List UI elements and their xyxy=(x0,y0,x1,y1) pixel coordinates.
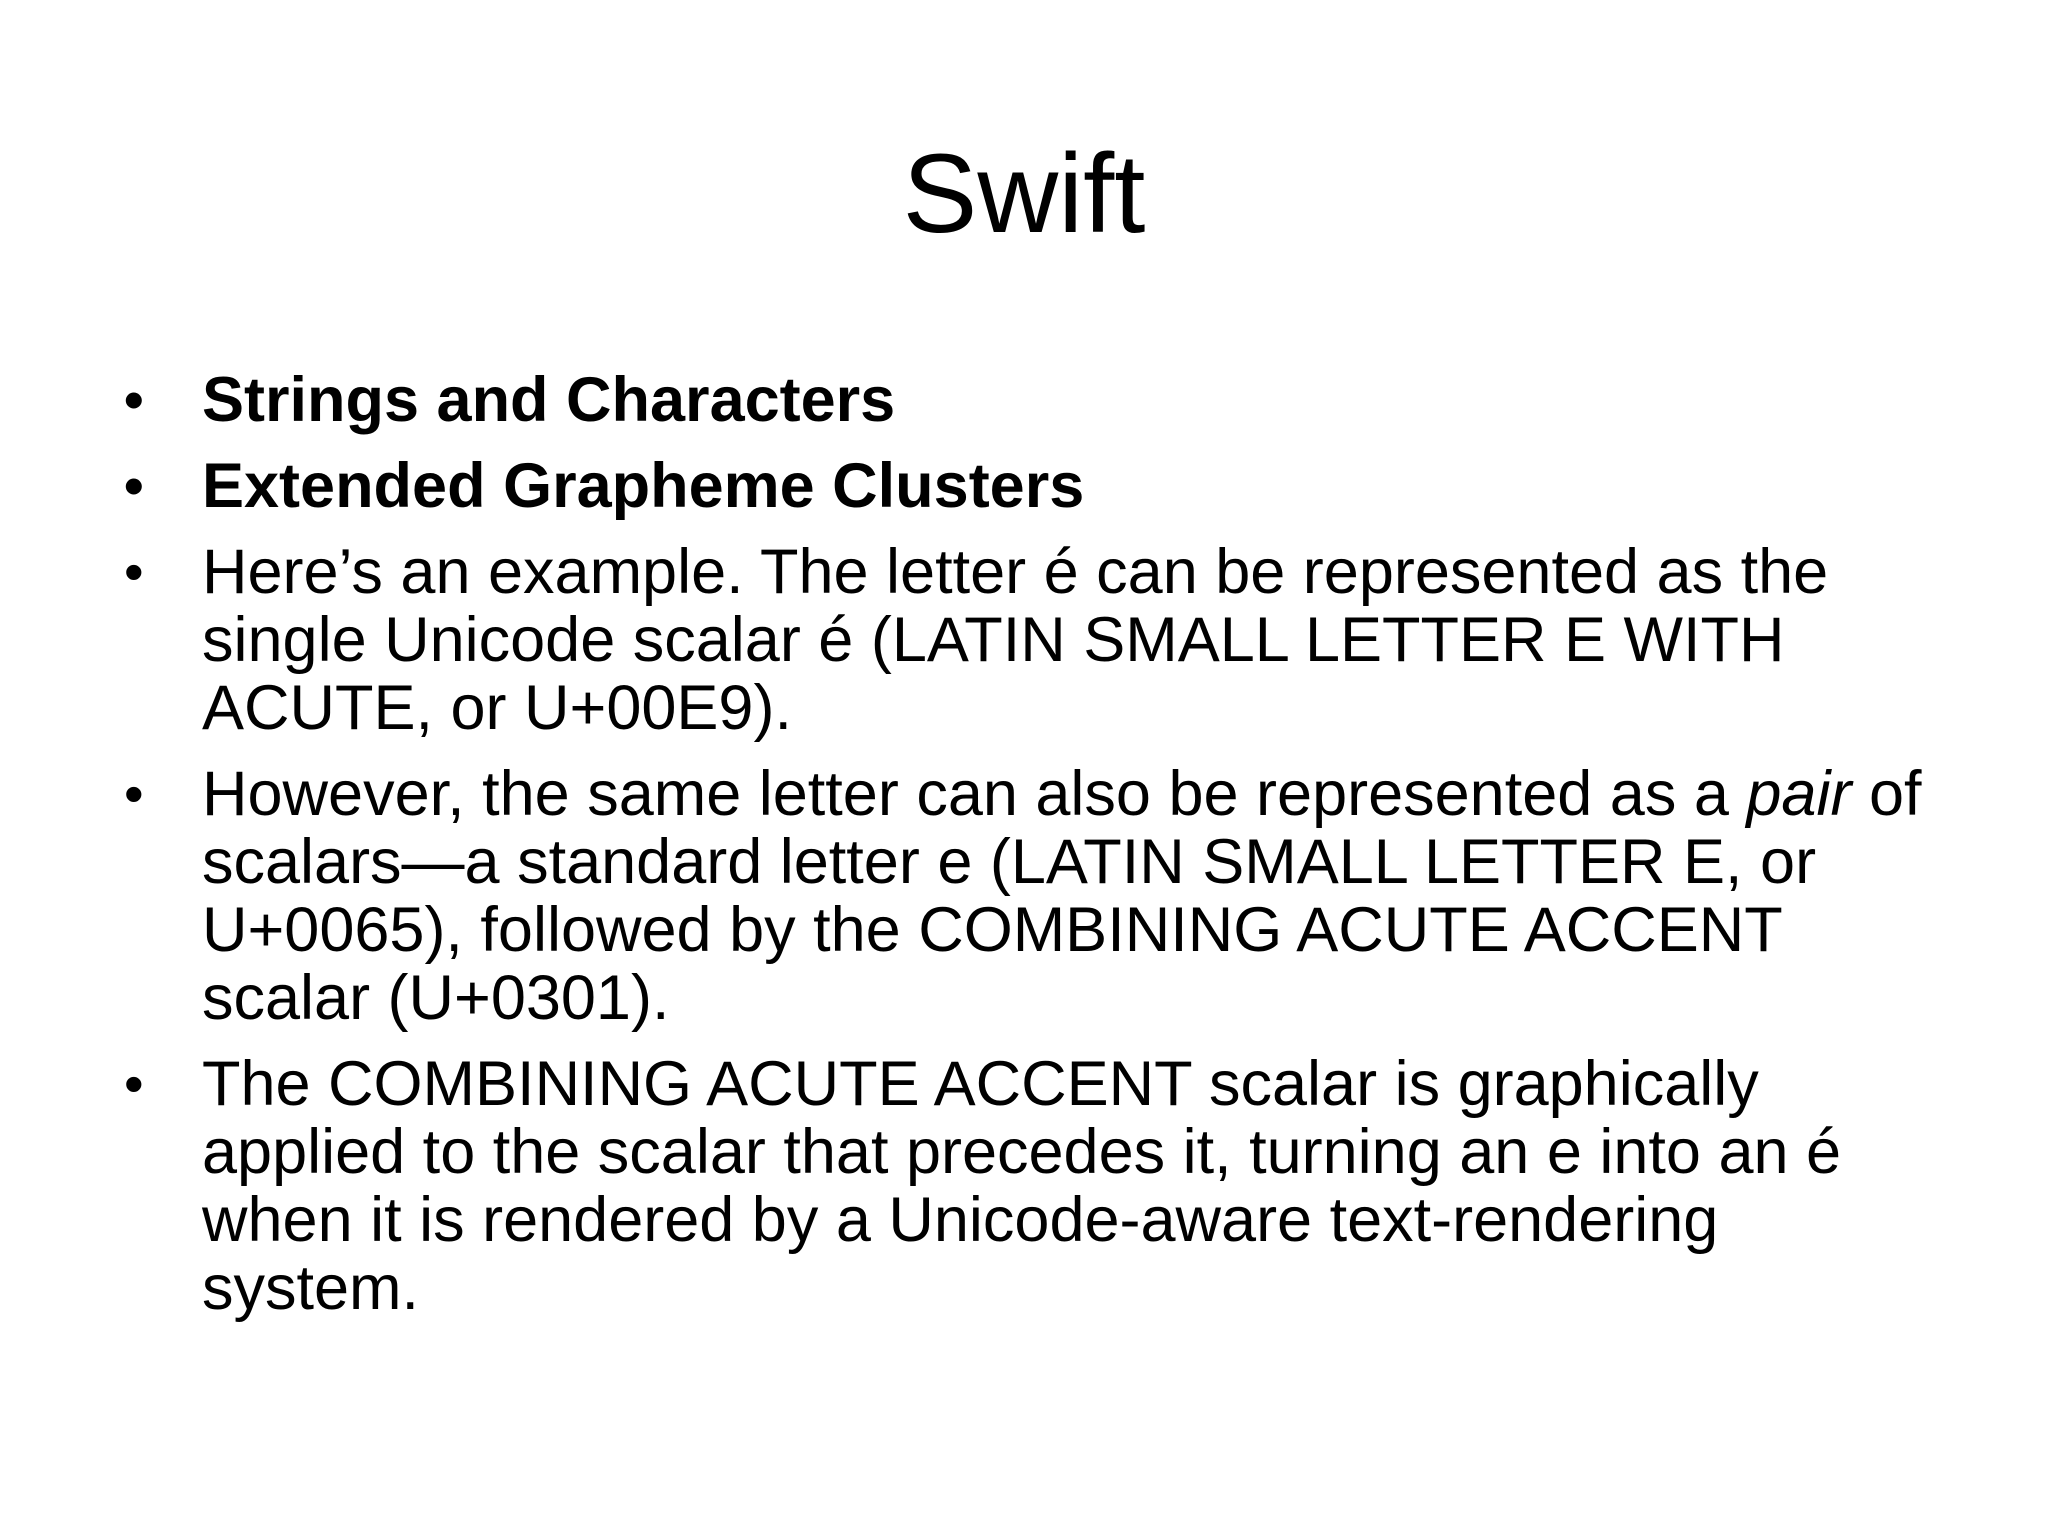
bullet-text-emphasis: pair xyxy=(1746,759,1852,829)
bullet-dot-icon: • xyxy=(124,540,144,603)
bullet-text: Extended Grapheme Clusters xyxy=(202,451,1085,521)
bullet-item-pair-of-scalars xyxy=(124,760,1944,1032)
bullet-item-combining-accent xyxy=(124,1050,1944,1322)
bullet-item-extended-grapheme-clusters xyxy=(124,452,1944,520)
bullet-item-example xyxy=(124,538,1944,742)
bullet-item-strings-and-characters xyxy=(124,366,1944,434)
bullet-text-after: of scalars—a standard letter e (LATIN SMALL LETTER E, or U+0065), followed by the COMBINING ACUTE ACCENT scalar (U+0301). xyxy=(202,759,1922,1033)
bullet-dot-icon: • xyxy=(124,1052,144,1115)
bullet-text: The COMBINING ACUTE ACCENT scalar is graphically applied to the scalar that precedes it, turning an e into an é when it is rendered by a Unicode-aware text-rendering system. xyxy=(202,1049,1842,1323)
bullet-text: Here’s an example. The letter é can be represented as the single Unicode scalar é (LATIN SMALL LETTER E WITH ACUTE, or U+00E9). xyxy=(202,537,1829,743)
bullet-text: Strings and Characters xyxy=(202,365,896,435)
slide-title: Swift xyxy=(902,131,1146,256)
bullet-text-before: However, the same letter can also be represented as a xyxy=(202,759,1747,829)
bullet-dot-icon: • xyxy=(124,454,144,517)
bullet-dot-icon: • xyxy=(124,762,144,825)
bullet-list xyxy=(124,366,1944,1340)
bullet-dot-icon: • xyxy=(124,368,144,431)
